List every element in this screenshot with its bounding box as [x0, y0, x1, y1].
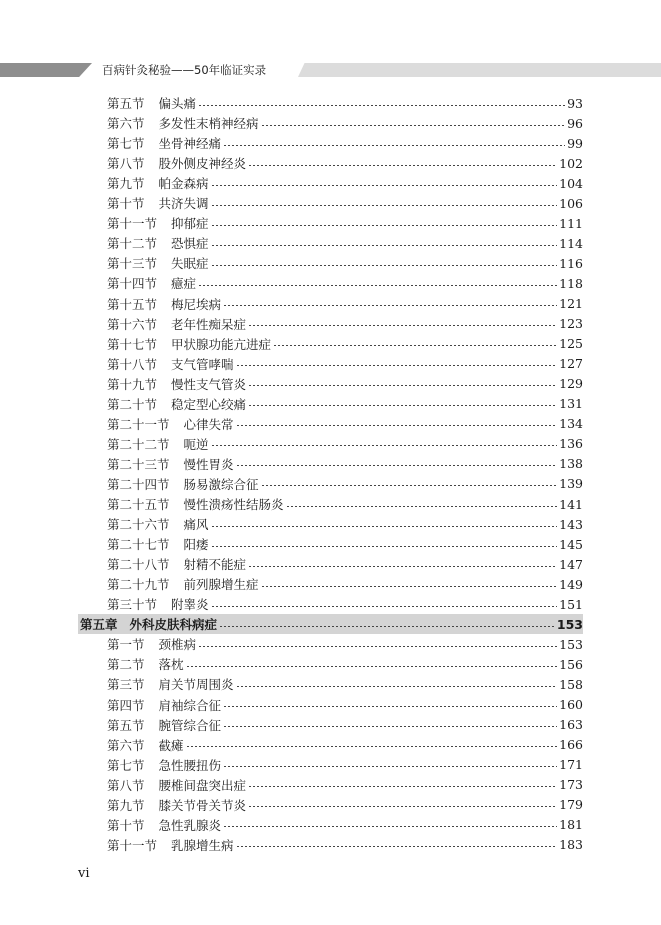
toc-entry-page: 125	[559, 336, 583, 352]
dot-leader	[261, 485, 558, 486]
toc-entry-number: 第九节	[107, 176, 145, 192]
toc-entry-page: 134	[559, 416, 583, 432]
toc-entry-number: 第三十节	[107, 597, 158, 613]
toc-entry[interactable]	[78, 273, 583, 293]
toc-entry-page: 102	[559, 155, 583, 171]
toc-entry-title: 股外侧皮神经炎	[158, 156, 247, 172]
toc-entry[interactable]	[78, 634, 583, 654]
toc-entry-title: 阳痿	[183, 537, 209, 553]
dot-leader	[223, 706, 557, 707]
toc-entry-number: 第十七节	[107, 336, 158, 352]
toc-entry-title: 支气管哮喘	[171, 356, 234, 372]
toc-entry-number: 第五节	[107, 96, 145, 111]
toc-entry-page: 183	[559, 837, 583, 853]
toc-entry-page: 153	[556, 616, 583, 632]
toc-entry-title: 失眠症	[171, 256, 209, 272]
toc-entry-title: 射精不能症	[183, 557, 247, 573]
toc-entry[interactable]	[78, 334, 583, 354]
toc-entry-title: 颈椎病	[158, 637, 197, 653]
toc-entry-title: 恐惧症	[171, 236, 209, 252]
toc-entry-page: 139	[559, 476, 583, 492]
dot-leader	[248, 566, 557, 567]
dot-leader	[198, 646, 557, 647]
toc-entry-page: 173	[559, 777, 583, 793]
toc-entry-title: 截瘫	[158, 737, 184, 753]
dot-leader	[211, 205, 558, 206]
toc-entry[interactable]	[78, 755, 583, 775]
dot-leader	[248, 385, 557, 386]
toc-entry[interactable]	[78, 434, 583, 454]
toc-entry-page: 116	[559, 255, 583, 271]
dot-leader	[261, 125, 566, 126]
dot-leader	[219, 626, 555, 627]
toc-entry-number: 第十八节	[107, 356, 158, 372]
dot-leader	[248, 405, 557, 406]
dot-leader	[211, 265, 558, 266]
toc-entry-page: 121	[559, 296, 583, 311]
toc-entry-page: 156	[559, 656, 583, 672]
toc-entry-title: 痛风	[183, 517, 209, 533]
toc-entry-page: 166	[559, 737, 583, 753]
toc-entry-number: 第十二节	[107, 236, 158, 252]
dot-leader	[236, 425, 558, 426]
toc-entry-number: 第五节	[107, 717, 145, 733]
dot-leader	[211, 245, 558, 246]
toc-entry-title: 慢性支气管炎	[171, 376, 247, 392]
dot-leader	[236, 686, 558, 687]
toc-entry-title: 膝关节骨关节炎	[158, 797, 247, 813]
toc-entry[interactable]	[78, 474, 583, 494]
toc-entry-page: 129	[559, 376, 583, 392]
toc-entry[interactable]	[78, 835, 583, 855]
dot-leader	[236, 465, 558, 466]
toc-entry-page: 99	[567, 135, 583, 151]
toc-entry[interactable]	[78, 554, 583, 574]
toc-entry[interactable]	[78, 514, 583, 534]
toc-entry-page: 158	[559, 676, 583, 692]
toc-entry[interactable]	[78, 233, 583, 253]
toc-entry-number: 第一节	[107, 637, 145, 653]
toc-entry-title: 甲状腺功能亢进症	[171, 336, 272, 352]
dot-leader	[186, 746, 558, 747]
toc-entry[interactable]	[78, 715, 583, 735]
toc-entry-number: 第六节	[107, 116, 145, 132]
toc-entry-title: 稳定型心绞痛	[171, 396, 247, 412]
toc-entry-number: 第十五节	[107, 296, 158, 312]
toc-entry-title: 腰椎间盘突出症	[158, 777, 247, 793]
toc-entry-page: 163	[559, 717, 583, 733]
toc-entry-title: 肩袖综合征	[158, 697, 222, 713]
toc-entry-number: 第二十七节	[107, 537, 170, 553]
toc-entry-page: 151	[559, 596, 583, 612]
toc-entry-title: 附睾炎	[171, 597, 209, 613]
toc-entry-title: 肩关节周围炎	[158, 677, 234, 693]
toc-entry-page: 104	[559, 175, 583, 191]
toc-entry-number: 第二十八节	[107, 557, 170, 573]
toc-entry[interactable]	[78, 113, 583, 133]
toc-entry[interactable]	[78, 294, 583, 314]
toc-entry[interactable]	[78, 454, 583, 474]
toc-entry-number: 第六节	[107, 737, 145, 753]
toc-entry-title: 抑郁症	[171, 216, 209, 232]
toc-entry-title: 前列腺增生症	[183, 577, 259, 593]
toc-entry-page: 147	[559, 556, 583, 572]
toc-entry-title: 乳腺增生病	[171, 837, 234, 853]
toc-entry[interactable]	[78, 133, 583, 153]
toc-entry-number: 第四节	[107, 697, 145, 713]
toc-entry-page: 131	[559, 396, 583, 412]
dot-leader	[211, 526, 558, 527]
dot-leader	[248, 165, 557, 166]
toc-entry-number: 第十一节	[107, 837, 158, 853]
toc-entry-title: 帕金森病	[158, 176, 209, 192]
toc-entry[interactable]	[78, 93, 583, 113]
toc-entry-page: 181	[559, 817, 583, 833]
toc-entry-number: 第九节	[107, 797, 145, 813]
toc-entry-number: 第五章	[80, 617, 118, 633]
toc-entry[interactable]	[78, 594, 583, 614]
page-folio: vi	[78, 866, 90, 881]
toc-entry[interactable]	[78, 654, 583, 674]
dot-leader	[198, 105, 565, 106]
toc-entry-page: 138	[559, 456, 583, 472]
toc-entry-number: 第十四节	[107, 276, 158, 292]
toc-entry-number: 第八节	[107, 777, 145, 793]
dot-leader	[236, 846, 558, 847]
toc-entry[interactable]	[78, 815, 583, 835]
toc-entry-title: 落枕	[158, 657, 184, 673]
toc-entry-title: 外科皮肤科病症	[129, 617, 218, 633]
toc-entry[interactable]	[78, 173, 583, 193]
toc-entry-title: 梅尼埃病	[171, 296, 222, 312]
toc-entry-number: 第二十一节	[107, 416, 170, 432]
toc-entry-title: 腕管综合征	[158, 717, 222, 733]
toc-entry-number: 第十三节	[107, 256, 158, 272]
toc-entry-title: 偏头痛	[158, 96, 197, 111]
toc-entry-page: 136	[559, 436, 583, 452]
toc-entry[interactable]	[78, 394, 583, 414]
toc-entry-page: 171	[559, 757, 583, 773]
toc-entry-page: 145	[559, 536, 583, 552]
toc-entry[interactable]	[78, 253, 583, 273]
header-bar-left	[0, 63, 92, 77]
toc-entry[interactable]	[78, 193, 583, 213]
toc-entry-number: 第七节	[107, 136, 145, 152]
toc-entry[interactable]	[78, 414, 583, 434]
toc-entry[interactable]	[78, 153, 583, 173]
toc-entry-page: 93	[567, 95, 583, 111]
toc-entry[interactable]	[78, 494, 583, 514]
toc-entry-number: 第十九节	[107, 376, 158, 392]
toc-entry-number: 第三节	[107, 677, 145, 693]
toc-entry[interactable]	[78, 735, 583, 755]
toc-entry-number: 第二十九节	[107, 577, 170, 593]
toc-entry[interactable]	[78, 534, 583, 554]
toc-entry-page: 114	[559, 235, 583, 251]
dot-leader	[211, 445, 558, 446]
dot-leader	[223, 766, 557, 767]
toc-entry[interactable]	[78, 795, 583, 815]
toc-entry-number: 第二节	[107, 657, 145, 673]
toc-entry-number: 第二十节	[107, 396, 158, 412]
toc-entry-page: 106	[559, 195, 583, 211]
toc-entry-title: 慢性胃炎	[183, 456, 234, 472]
toc-entry[interactable]	[78, 354, 583, 374]
toc-entry-title: 急性乳腺炎	[158, 817, 222, 833]
toc-entry-number: 第八节	[107, 156, 145, 172]
toc-entry-title: 多发性末梢神经病	[158, 116, 259, 132]
dot-leader	[223, 826, 557, 827]
toc-entry-page: 160	[559, 697, 583, 712]
dot-leader	[248, 325, 557, 326]
toc-entry-page: 96	[567, 115, 583, 131]
toc-entry-title: 急性腰扭伤	[158, 757, 222, 773]
toc-entry-number: 第十节	[107, 196, 145, 212]
toc-entry-number: 第二十三节	[107, 456, 170, 472]
toc-entry-number: 第二十四节	[107, 476, 170, 492]
toc-entry-title: 坐骨神经痛	[158, 136, 222, 152]
dot-leader	[273, 345, 557, 346]
header-bar-right	[298, 63, 661, 77]
dot-leader	[211, 185, 558, 186]
toc-entry-title: 呃逆	[183, 436, 209, 452]
toc-entry-page: 141	[559, 496, 583, 512]
toc-entry-title: 慢性溃疡性结肠炎	[183, 497, 284, 512]
dot-leader	[198, 285, 557, 286]
dot-leader	[223, 305, 557, 306]
toc-entry-page: 118	[559, 275, 583, 291]
dot-leader	[223, 145, 565, 146]
toc-entry-title: 癔症	[171, 276, 197, 292]
toc-entry[interactable]	[78, 674, 583, 694]
toc-entry[interactable]	[78, 695, 583, 715]
toc-entry[interactable]	[78, 314, 583, 334]
dot-leader	[286, 506, 558, 507]
toc-entry-number: 第二十五节	[107, 497, 170, 512]
toc-entry[interactable]	[78, 574, 583, 594]
toc-entry-number: 第二十二节	[107, 436, 170, 452]
toc-entry-number: 第十一节	[107, 216, 158, 232]
running-header-title: 百病针灸秘验——50年临证实录	[102, 63, 267, 77]
toc-entry-title: 老年性痴呆症	[171, 316, 247, 332]
dot-leader	[211, 606, 558, 607]
dot-leader	[248, 786, 557, 787]
toc-entry-title: 心律失常	[183, 416, 234, 432]
toc-entry-page: 149	[559, 576, 583, 592]
dot-leader	[261, 586, 558, 587]
toc-entry-page: 153	[559, 636, 583, 652]
toc-entry[interactable]	[78, 775, 583, 795]
dot-leader	[223, 726, 557, 727]
toc-chapter-entry[interactable]	[78, 614, 583, 634]
dot-leader	[236, 365, 558, 366]
toc-entry-title: 肠易激综合征	[183, 476, 259, 492]
dot-leader	[186, 666, 558, 667]
toc-entry-page: 111	[559, 215, 583, 231]
dot-leader	[248, 806, 557, 807]
toc-entry[interactable]	[78, 213, 583, 233]
toc-entry-page: 179	[559, 797, 583, 813]
toc-entry-page: 143	[559, 516, 583, 532]
toc-entry-number: 第二十六节	[107, 517, 170, 533]
toc-entry-number: 第十六节	[107, 316, 158, 332]
toc-entry-number: 第十节	[107, 817, 145, 833]
toc-entry[interactable]	[78, 374, 583, 394]
toc-entry-page: 123	[559, 316, 583, 332]
dot-leader	[211, 546, 558, 547]
dot-leader	[211, 225, 558, 226]
toc-entry-page: 127	[559, 356, 583, 372]
toc-entry-number: 第七节	[107, 757, 145, 773]
toc-entry-title: 共济失调	[158, 196, 209, 212]
